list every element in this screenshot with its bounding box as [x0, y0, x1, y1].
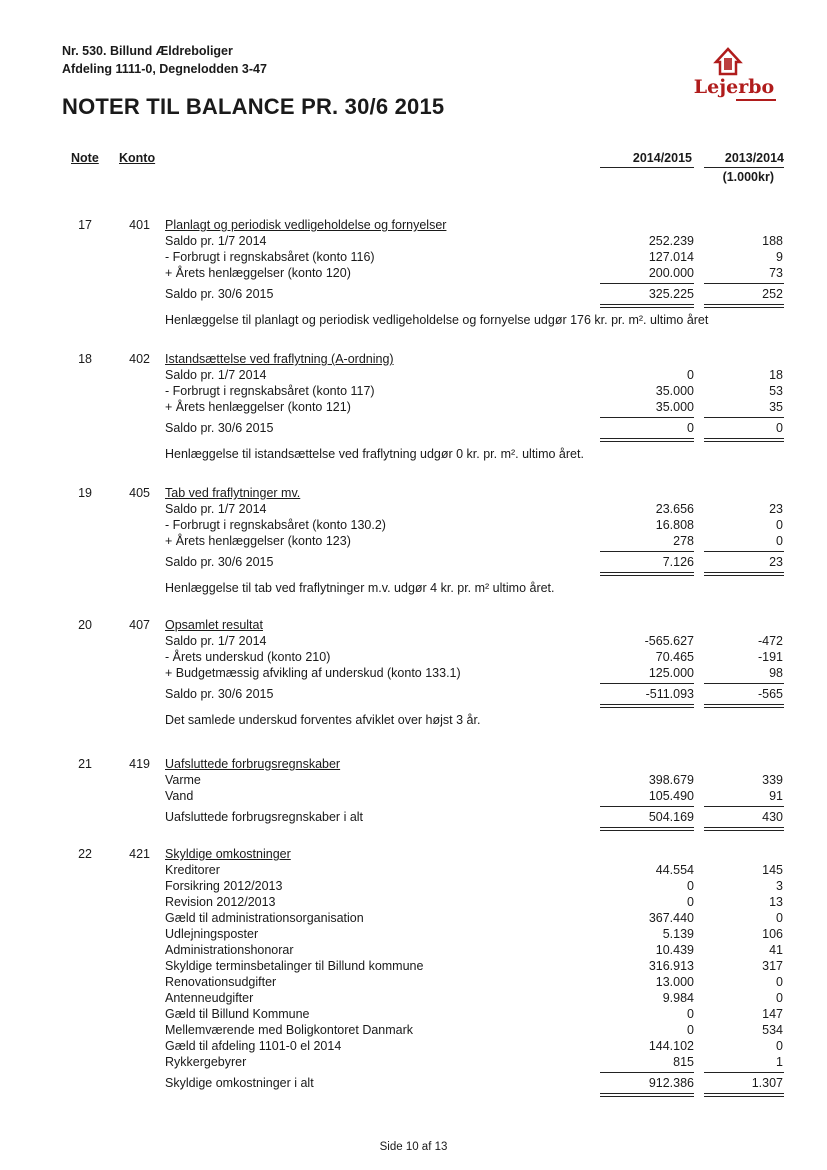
- konto-number: 407: [129, 618, 150, 632]
- value-2014-2015: -565.627: [644, 634, 694, 648]
- department-address: Afdeling 1111-0, Degnelodden 3-47: [62, 62, 267, 76]
- value-2013-2014: 9: [776, 250, 783, 264]
- value-2013-2014: 145: [762, 863, 783, 877]
- value-2014-2015: 0: [687, 368, 694, 382]
- value-2014-2015: 367.440: [648, 911, 694, 925]
- value-2013-2014: 53: [769, 384, 783, 398]
- value-2013-2014: -472: [757, 634, 783, 648]
- column-header-rule-2: [704, 167, 784, 168]
- line-item-label: Vand: [165, 789, 194, 803]
- subtotal-rule: [704, 551, 784, 552]
- total-double-rule: [600, 704, 694, 705]
- note-title: Istandsættelse ved fraflytning (A-ordning): [165, 352, 394, 366]
- total-label: Uafsluttede forbrugsregnskaber i alt: [165, 810, 364, 824]
- line-item-label: + Budgetmæssig afvikling af underskud (konto 133.1): [165, 666, 461, 680]
- total-label: Saldo pr. 30/6 2015: [165, 287, 274, 301]
- line-item-label: - Årets underskud (konto 210): [165, 650, 331, 664]
- line-item-label: Revision 2012/2013: [165, 895, 276, 909]
- total-double-rule: [600, 575, 694, 576]
- value-2013-2014: 534: [762, 1023, 783, 1037]
- value-2013-2014: 317: [762, 959, 783, 973]
- line-item-label: Kreditorer: [165, 863, 220, 877]
- value-2014-2015: 9.984: [662, 991, 694, 1005]
- line-item-label: Renovationsudgifter: [165, 975, 277, 989]
- column-header-rule-1: [600, 167, 694, 168]
- value-2014-2015: 0: [687, 1007, 694, 1021]
- value-2014-2015: 0: [687, 879, 694, 893]
- value-2013-2014: 147: [762, 1007, 783, 1021]
- value-2014-2015: 316.913: [648, 959, 694, 973]
- note-number: 18: [78, 352, 92, 366]
- line-item-label: Mellemværende med Boligkontoret Danmark: [165, 1023, 414, 1037]
- total-label: Saldo pr. 30/6 2015: [165, 555, 274, 569]
- total-double-rule: [704, 1093, 784, 1094]
- total-value-2014-2015: 7.126: [662, 555, 694, 569]
- value-2013-2014: 35: [769, 400, 783, 414]
- value-2014-2015: 23.656: [655, 502, 694, 516]
- note-remark: Det samlede underskud forventes afviklet over højst 3 år.: [165, 713, 481, 727]
- subtotal-rule: [600, 683, 694, 684]
- konto-number: 401: [129, 218, 150, 232]
- value-2014-2015: 105.490: [648, 789, 694, 803]
- value-2013-2014: 0: [776, 518, 783, 532]
- note-number: 19: [78, 486, 92, 500]
- line-item-label: Rykkergebyrer: [165, 1055, 247, 1069]
- line-item-label: Saldo pr. 1/7 2014: [165, 234, 267, 248]
- konto-number: 419: [129, 757, 150, 771]
- total-value-2013-2014: 252: [762, 287, 783, 301]
- total-label: Saldo pr. 30/6 2015: [165, 421, 274, 435]
- subtotal-rule: [600, 551, 694, 552]
- logo-underline: [736, 99, 776, 101]
- total-double-rule: [704, 704, 784, 705]
- total-double-rule: [600, 827, 694, 828]
- subtotal-rule: [704, 283, 784, 284]
- value-2014-2015: 0: [687, 1023, 694, 1037]
- note-remark: Henlæggelse til istandsættelse ved fraflytning udgør 0 kr. pr. m². ultimo året.: [165, 447, 584, 461]
- note-title: Tab ved fraflytninger mv.: [165, 486, 301, 500]
- lejerbo-logo: [688, 44, 780, 102]
- note-number: 21: [78, 757, 92, 771]
- value-2013-2014: 98: [769, 666, 783, 680]
- subtotal-rule: [704, 806, 784, 807]
- column-header-note: Note: [71, 151, 99, 165]
- subtotal-rule: [600, 283, 694, 284]
- value-2014-2015: 398.679: [648, 773, 694, 787]
- total-double-rule: [704, 572, 784, 573]
- total-value-2013-2014: 1.307: [751, 1076, 783, 1090]
- unit-label: (1.000kr): [722, 170, 774, 184]
- total-value-2014-2015: 0: [687, 421, 694, 435]
- line-item-label: Saldo pr. 1/7 2014: [165, 502, 267, 516]
- total-value-2013-2014: -565: [757, 687, 783, 701]
- note-remark: Henlæggelse til tab ved fraflytninger m.v. udgør 4 kr. pr. m² ultimo året.: [165, 581, 555, 595]
- total-double-rule: [600, 830, 694, 831]
- value-2014-2015: 70.465: [655, 650, 694, 664]
- value-2013-2014: 13: [769, 895, 783, 909]
- total-double-rule: [600, 1096, 694, 1097]
- value-2014-2015: 5.139: [662, 927, 694, 941]
- subtotal-rule: [704, 683, 784, 684]
- subtotal-rule: [600, 417, 694, 418]
- value-2014-2015: 35.000: [655, 384, 694, 398]
- value-2013-2014: -191: [757, 650, 783, 664]
- column-header-konto: Konto: [119, 151, 156, 165]
- total-value-2014-2015: -511.093: [645, 687, 694, 701]
- value-2014-2015: 0: [687, 895, 694, 909]
- value-2013-2014: 0: [776, 911, 783, 925]
- total-double-rule: [704, 827, 784, 828]
- total-double-rule: [704, 304, 784, 305]
- subtotal-rule: [704, 417, 784, 418]
- value-2013-2014: 41: [769, 943, 783, 957]
- note-title: Skyldige omkostninger: [165, 847, 291, 861]
- note-number: 17: [78, 218, 92, 232]
- value-2014-2015: 35.000: [655, 400, 694, 414]
- value-2014-2015: 13.000: [655, 975, 694, 989]
- total-double-rule: [600, 572, 694, 573]
- value-2013-2014: 0: [776, 975, 783, 989]
- line-item-label: + Årets henlæggelser (konto 121): [165, 400, 351, 414]
- value-2014-2015: 16.808: [655, 518, 694, 532]
- value-2013-2014: 0: [776, 1039, 783, 1053]
- column-header-2013-2014: 2013/2014: [724, 151, 784, 165]
- total-double-rule: [600, 438, 694, 439]
- line-item-label: Gæld til administrationsorganisation: [165, 911, 364, 925]
- page-number: Side 10 af 13: [379, 1141, 448, 1153]
- line-item-label: - Forbrugt i regnskabsåret (konto 116): [165, 250, 375, 264]
- line-item-label: + Årets henlæggelser (konto 120): [165, 266, 351, 280]
- house-logo-icon: [688, 44, 780, 80]
- total-double-rule: [600, 307, 694, 308]
- total-double-rule: [600, 707, 694, 708]
- line-item-label: Saldo pr. 1/7 2014: [165, 634, 267, 648]
- note-title: Uafsluttede forbrugsregnskaber: [165, 757, 341, 771]
- line-item-label: Udlejningsposter: [165, 927, 259, 941]
- value-2013-2014: 73: [769, 266, 783, 280]
- total-double-rule: [600, 441, 694, 442]
- line-item-label: Antenneudgifter: [165, 991, 254, 1005]
- page-title: NOTER TIL BALANCE PR. 30/6 2015: [62, 94, 445, 119]
- line-item-label: Administrationshonorar: [165, 943, 294, 957]
- total-value-2014-2015: 912.386: [648, 1076, 694, 1090]
- association-name: Nr. 530. Billund Ældreboliger: [62, 44, 233, 58]
- note-number: 20: [78, 618, 92, 632]
- konto-number: 402: [129, 352, 150, 366]
- value-2014-2015: 815: [673, 1055, 694, 1069]
- line-item-label: - Forbrugt i regnskabsåret (konto 130.2): [165, 518, 386, 532]
- value-2013-2014: 0: [776, 991, 783, 1005]
- value-2013-2014: 339: [762, 773, 783, 787]
- line-item-label: Gæld til Billund Kommune: [165, 1007, 310, 1021]
- total-label: Skyldige omkostninger i alt: [165, 1076, 314, 1090]
- total-double-rule: [704, 1096, 784, 1097]
- value-2013-2014: 23: [769, 502, 783, 516]
- total-double-rule: [704, 441, 784, 442]
- line-item-label: + Årets henlæggelser (konto 123): [165, 534, 351, 548]
- line-item-label: Skyldige terminsbetalinger til Billund kommune: [165, 959, 424, 973]
- line-item-label: - Forbrugt i regnskabsåret (konto 117): [165, 384, 375, 398]
- total-double-rule: [704, 307, 784, 308]
- value-2014-2015: 127.014: [648, 250, 694, 264]
- total-value-2014-2015: 504.169: [648, 810, 694, 824]
- subtotal-rule: [600, 1072, 694, 1073]
- total-value-2014-2015: 325.225: [648, 287, 694, 301]
- value-2013-2014: 106: [762, 927, 783, 941]
- note-number: 22: [78, 847, 92, 861]
- value-2013-2014: 1: [776, 1055, 783, 1069]
- line-item-label: Forsikring 2012/2013: [165, 879, 283, 893]
- value-2014-2015: 200.000: [648, 266, 694, 280]
- subtotal-rule: [600, 806, 694, 807]
- konto-number: 405: [129, 486, 150, 500]
- value-2013-2014: 18: [769, 368, 783, 382]
- note-remark: Henlæggelse til planlagt og periodisk vedligeholdelse og fornyelse udgør 176 kr. pr. m². ultimo året: [165, 313, 709, 327]
- total-double-rule: [704, 707, 784, 708]
- subtotal-rule: [704, 1072, 784, 1073]
- value-2013-2014: 0: [776, 534, 783, 548]
- logo-wordmark: Lejerbo: [693, 76, 775, 98]
- total-value-2013-2014: 430: [762, 810, 783, 824]
- value-2014-2015: 252.239: [648, 234, 694, 248]
- value-2014-2015: 144.102: [648, 1039, 694, 1053]
- value-2013-2014: 188: [762, 234, 783, 248]
- line-item-label: Saldo pr. 1/7 2014: [165, 368, 267, 382]
- value-2013-2014: 91: [769, 789, 783, 803]
- total-double-rule: [704, 438, 784, 439]
- konto-number: 421: [129, 847, 150, 861]
- value-2014-2015: 125.000: [648, 666, 694, 680]
- total-double-rule: [600, 304, 694, 305]
- value-2014-2015: 278: [673, 534, 694, 548]
- total-value-2013-2014: 0: [776, 421, 783, 435]
- value-2013-2014: 3: [776, 879, 783, 893]
- value-2014-2015: 10.439: [655, 943, 694, 957]
- total-double-rule: [600, 1093, 694, 1094]
- note-title: Opsamlet resultat: [165, 618, 263, 632]
- line-item-label: Gæld til afdeling 1101-0 el 2014: [165, 1039, 342, 1053]
- line-item-label: Varme: [165, 773, 201, 787]
- total-double-rule: [704, 575, 784, 576]
- value-2014-2015: 44.554: [655, 863, 694, 877]
- total-label: Saldo pr. 30/6 2015: [165, 687, 274, 701]
- total-value-2013-2014: 23: [769, 555, 783, 569]
- column-header-2014-2015: 2014/2015: [632, 151, 692, 165]
- note-title: Planlagt og periodisk vedligeholdelse og fornyelser: [165, 218, 447, 232]
- total-double-rule: [704, 830, 784, 831]
